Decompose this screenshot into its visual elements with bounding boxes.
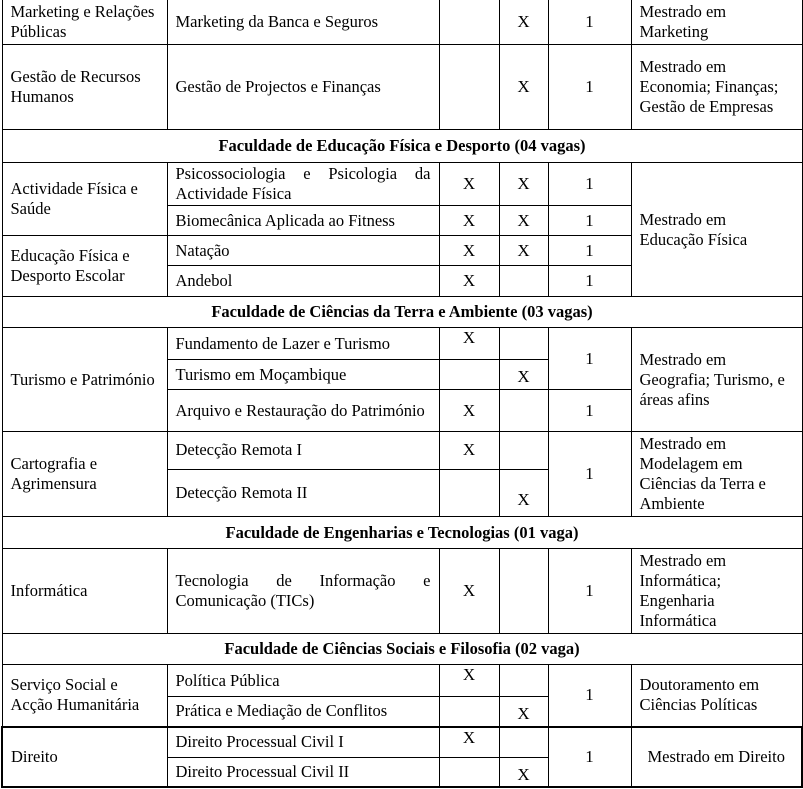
vagas-cell: 1 — [548, 236, 631, 266]
col-b-cell: X — [499, 45, 548, 130]
discipline-cell: Gestão de Projectos e Finanças — [167, 45, 439, 130]
requirement-cell: Doutoramento em Ciências Políticas — [631, 665, 802, 727]
table-row — [2, 432, 802, 470]
table-row — [2, 665, 802, 697]
col-a-cell: X — [439, 266, 499, 297]
area-cell: Actividade Física e Saúde — [2, 163, 167, 236]
col-a-cell: X — [439, 328, 499, 360]
col-b-cell: X — [499, 758, 548, 787]
col-a-cell: X — [439, 727, 499, 758]
requirement-cell: Mestrado em Educação Física — [631, 163, 802, 297]
col-b-cell: X — [499, 360, 548, 390]
discipline-cell: Turismo em Moçambique — [167, 360, 439, 390]
faculty-header-row — [2, 130, 802, 163]
area-cell: Gestão de Recursos Humanos — [2, 45, 167, 130]
col-a-cell: X — [439, 163, 499, 206]
vagas-cell: 1 — [548, 328, 631, 390]
discipline-cell: Política Pública — [167, 665, 439, 697]
col-b-cell: X — [499, 470, 548, 517]
col-b-cell — [499, 390, 548, 432]
discipline-cell: Marketing da Banca e Seguros — [167, 0, 439, 45]
area-cell: Direito — [2, 727, 167, 787]
discipline-cell: Detecção Remota I — [167, 432, 439, 470]
discipline-cell: Fundamento de Lazer e Turismo — [167, 328, 439, 360]
col-b-cell: X — [499, 163, 548, 206]
faculty-header-row — [2, 517, 802, 549]
col-b-cell: X — [499, 0, 548, 45]
requirement-cell: Mestrado em Economia; Finanças; Gestão de Empresas — [631, 45, 802, 130]
requirement-cell: Mestrado em Informática; Engenharia Informática — [631, 549, 802, 634]
area-cell: Educação Física e Desporto Escolar — [2, 236, 167, 297]
col-b-cell — [499, 328, 548, 360]
vagas-cell: 1 — [548, 206, 631, 236]
col-a-cell: X — [439, 390, 499, 432]
requirement-cell: Mestrado em Modelagem em Ciências da Terra e Ambiente — [631, 432, 802, 517]
requirement-cell: Mestrado em Geografia; Turismo, e áreas afins — [631, 328, 802, 432]
discipline-cell: Natação — [167, 236, 439, 266]
col-b-cell: X — [499, 697, 548, 727]
faculty-title: Faculdade de Engenharias e Tecnologias (01 vaga) — [2, 517, 802, 549]
discipline-cell: Prática e Mediação de Conflitos — [167, 697, 439, 727]
area-cell: Turismo e Património — [2, 328, 167, 432]
requirement-cell: Mestrado em Marketing — [631, 0, 802, 45]
area-cell: Informática — [2, 549, 167, 634]
faculty-title: Faculdade de Ciências Sociais e Filosofia (02 vaga) — [2, 634, 802, 665]
col-b-cell — [499, 665, 548, 697]
discipline-cell: Arquivo e Restauração do Património — [167, 390, 439, 432]
discipline-cell: Psicossociologia e Psicologia da Actividade Física — [167, 163, 439, 206]
faculty-title: Faculdade de Educação Física e Desporto (04 vagas) — [2, 130, 802, 163]
col-a-cell — [439, 360, 499, 390]
vagas-cell: 1 — [548, 665, 631, 727]
discipline-cell: Andebol — [167, 266, 439, 297]
area-cell: Cartografia e Agrimensura — [2, 432, 167, 517]
col-a-cell: X — [439, 665, 499, 697]
table-row — [2, 727, 802, 758]
vagas-cell: 1 — [548, 45, 631, 130]
table-row — [2, 549, 802, 634]
col-a-cell: X — [439, 549, 499, 634]
col-b-cell — [499, 727, 548, 758]
col-a-cell: X — [439, 432, 499, 470]
discipline-cell: Detecção Remota II — [167, 470, 439, 517]
table-row — [2, 0, 802, 45]
col-a-cell — [439, 0, 499, 45]
col-a-cell — [439, 758, 499, 787]
vagas-cell: 1 — [548, 549, 631, 634]
faculty-title: Faculdade de Ciências da Terra e Ambiente (03 vagas) — [2, 297, 802, 328]
vagas-cell: 1 — [548, 163, 631, 206]
col-a-cell — [439, 470, 499, 517]
vagas-cell: 1 — [548, 390, 631, 432]
vagas-cell: 1 — [548, 0, 631, 45]
vacancies-table — [1, 0, 803, 788]
col-a-cell: X — [439, 236, 499, 266]
vagas-cell: 1 — [548, 432, 631, 517]
table-row — [2, 328, 802, 360]
col-b-cell — [499, 549, 548, 634]
discipline-cell: Direito Processual Civil I — [167, 727, 439, 758]
table-row — [2, 45, 802, 130]
vagas-cell: 1 — [548, 727, 631, 787]
col-a-cell: X — [439, 206, 499, 236]
discipline-cell: Tecnologia de Informação e Comunicação (TICs) — [167, 549, 439, 634]
faculty-header-row — [2, 634, 802, 665]
table-row — [2, 163, 802, 206]
area-cell: Serviço Social e Acção Humanitária — [2, 665, 167, 727]
area-cell: Marketing e Relações Públicas — [2, 0, 167, 45]
requirement-cell: Mestrado em Direito — [631, 727, 802, 787]
col-a-cell — [439, 697, 499, 727]
faculty-header-row — [2, 297, 802, 328]
col-b-cell: X — [499, 236, 548, 266]
col-b-cell: X — [499, 206, 548, 236]
col-a-cell — [439, 45, 499, 130]
col-b-cell — [499, 266, 548, 297]
discipline-cell: Biomecânica Aplicada ao Fitness — [167, 206, 439, 236]
col-b-cell — [499, 432, 548, 470]
vagas-cell: 1 — [548, 266, 631, 297]
discipline-cell: Direito Processual Civil II — [167, 758, 439, 787]
